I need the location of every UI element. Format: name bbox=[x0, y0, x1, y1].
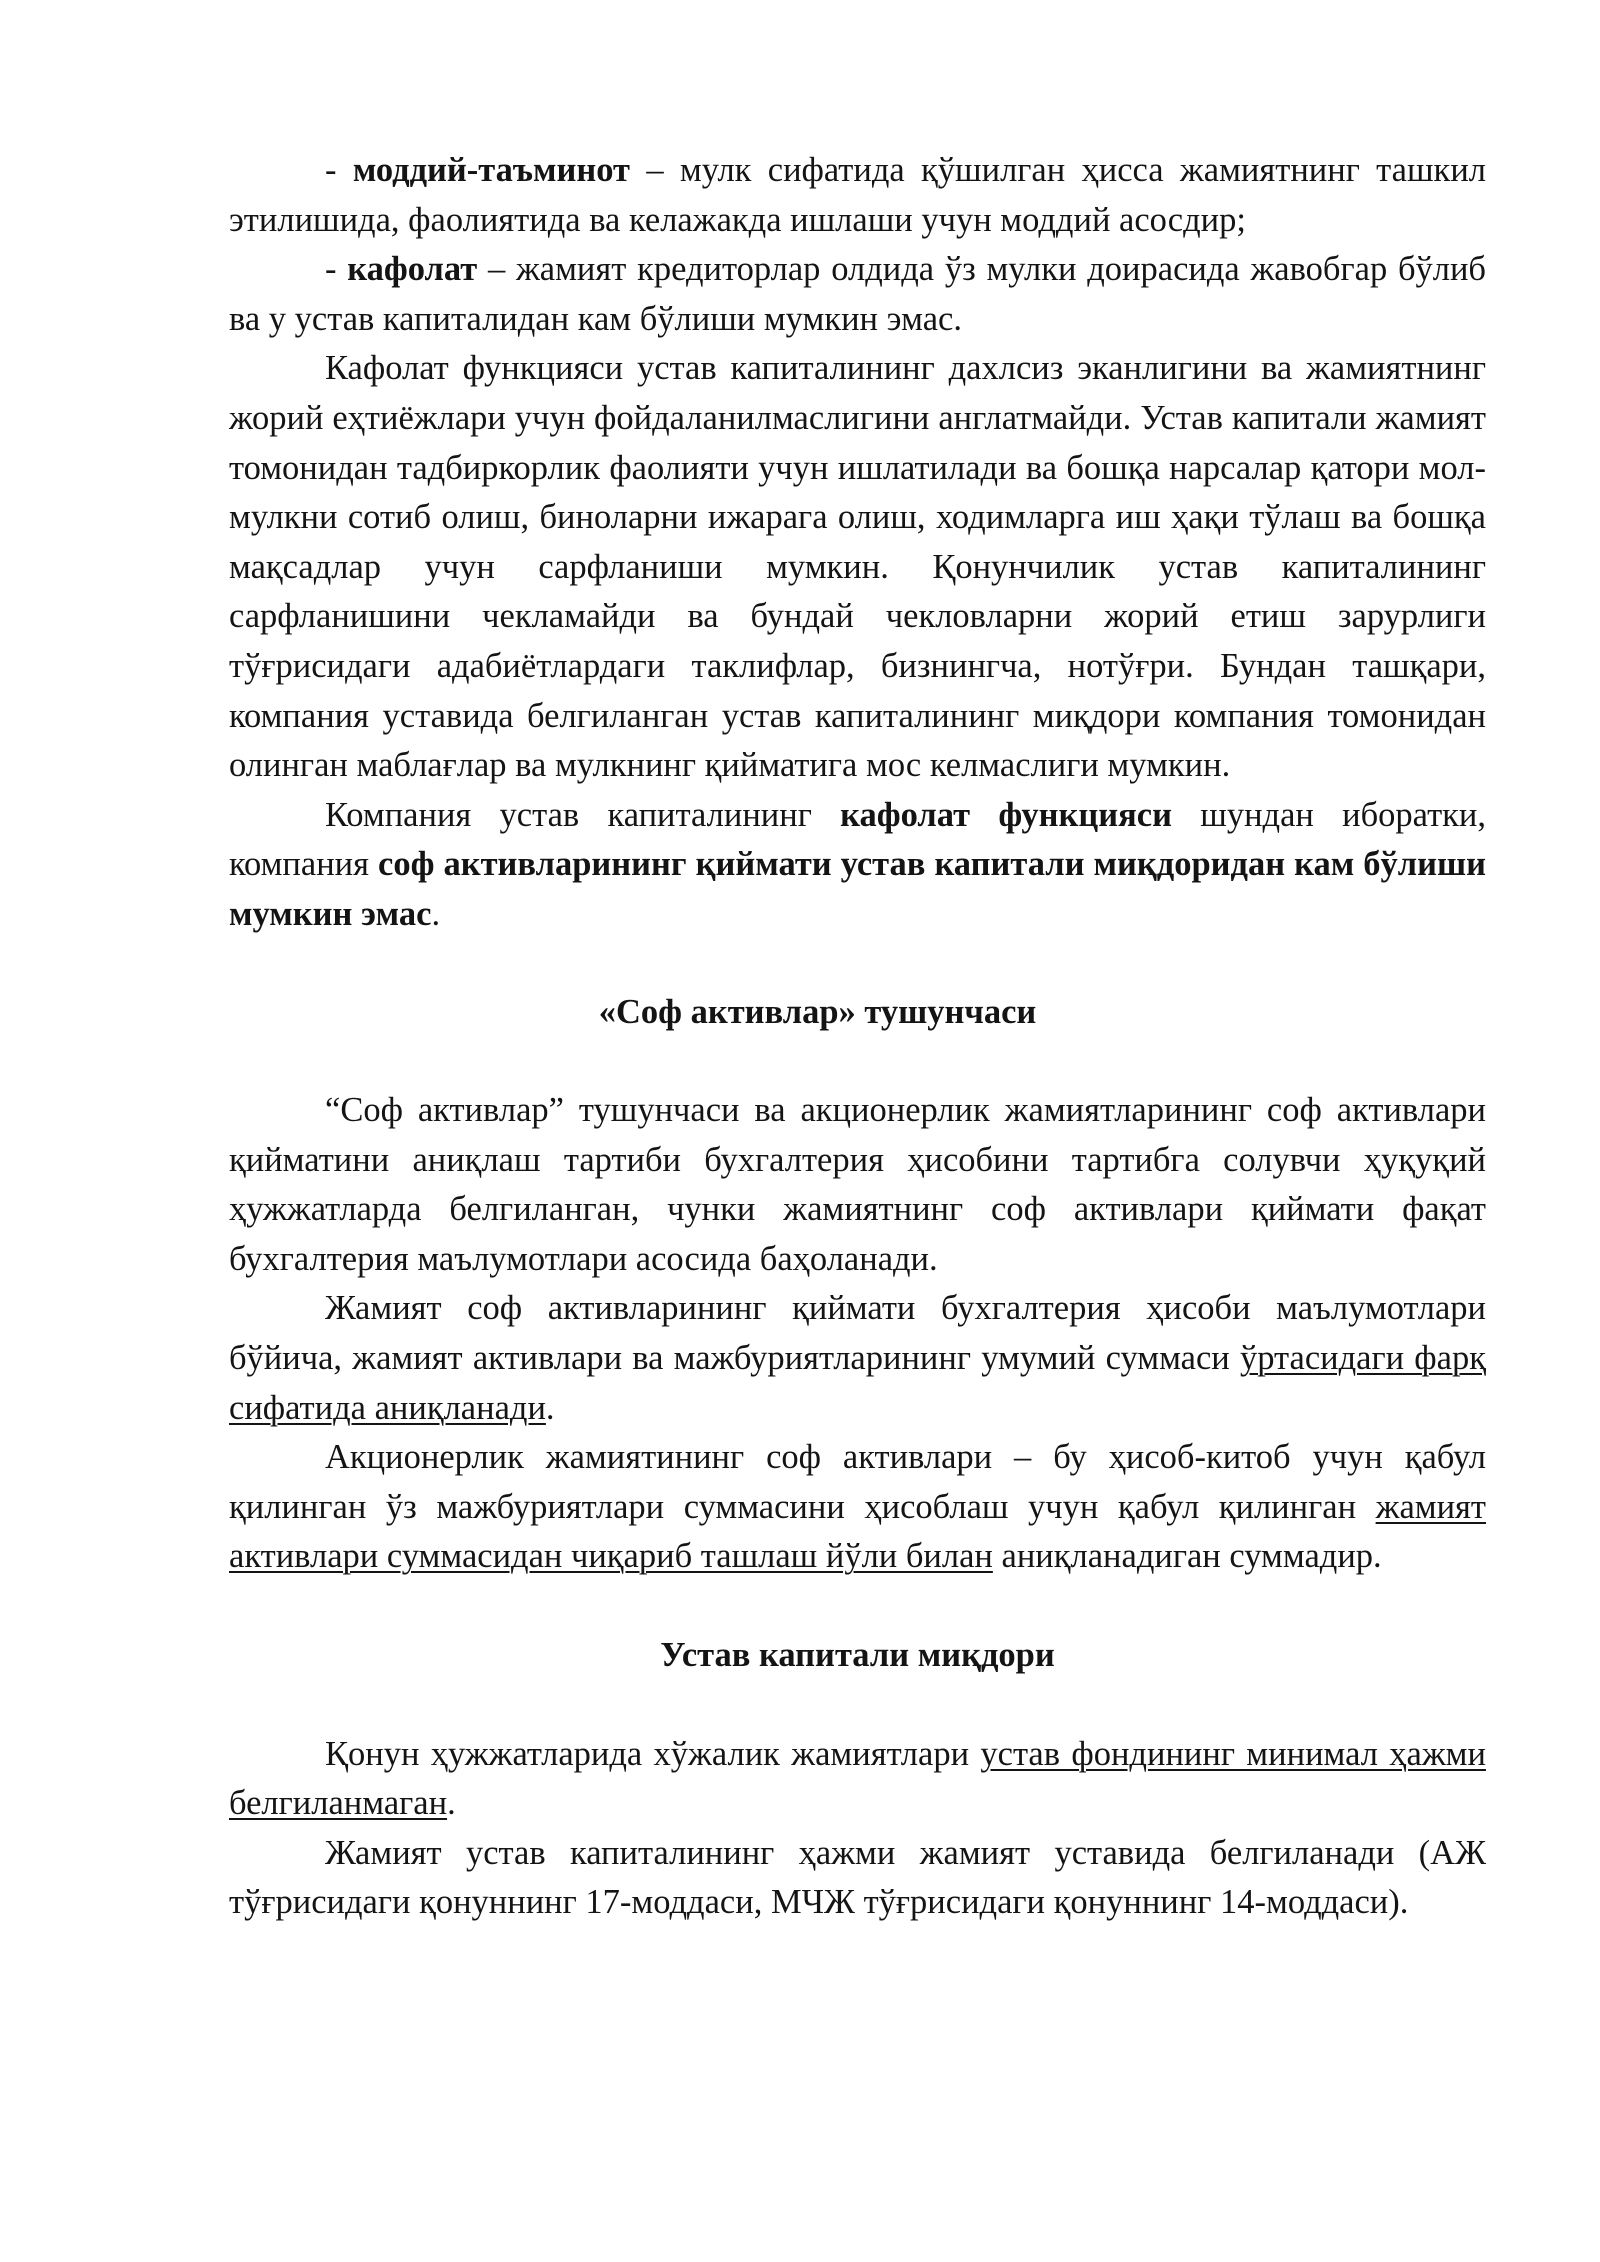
paragraph-guarantee bbox=[229, 245, 1486, 344]
paragraph-text: . bbox=[431, 894, 441, 933]
heading-capital-amount: Устав капитали миқдори bbox=[660, 1636, 1055, 1675]
underlined-text: устав фондининг минимал ҳажми белгиланмаган bbox=[229, 1734, 1486, 1823]
list-dash: - bbox=[325, 250, 348, 289]
underlined-text: жамият активлари суммасидан чиқариб ташлаш йўли билан bbox=[229, 1487, 1486, 1576]
term-guarantee: кафолат bbox=[347, 250, 478, 289]
paragraph-net-assets-definition bbox=[229, 1433, 1486, 1582]
underlined-text: ўртасидаги фарқ сифатида аниқланади bbox=[229, 1339, 1486, 1427]
paragraph-minimum-fund bbox=[229, 1730, 1486, 1829]
paragraph-material-support bbox=[229, 146, 1486, 245]
paragraph-guarantee-definition bbox=[229, 791, 1486, 940]
paragraph-capital-size: Жамият устав капиталининг ҳажми жамият уставида белгиланади (АЖ тўғрисидаги қонуннинг 17-моддаси, МЧЖ тўғрисидаги қонуннинг 14-моддаси). bbox=[229, 1833, 1486, 1922]
paragraph-text: шундан иборатки, компания bbox=[229, 795, 1487, 884]
bold-net-assets-rule: соф активларининг қиймати устав капитали миқдоридан кам бўлиши мумкин эмас bbox=[229, 845, 1486, 933]
paragraph-text: – мулк сифатида қўшилган ҳисса жамиятнинг ташкил этилишида, фаолиятида ва келажакда ишлаши учун моддий асосдир; bbox=[229, 151, 1486, 239]
paragraph-net-assets-value bbox=[229, 1284, 1486, 1433]
paragraph-text: Қонун ҳужжатларида хўжалик жамиятлари bbox=[325, 1734, 981, 1773]
list-dash: - bbox=[325, 151, 353, 189]
paragraph-text: – жамият кредиторлар олдида ўз мулки доирасида жавобгар бўлиб ва у устав капиталидан кам бўлиши мумкин эмас. bbox=[229, 250, 1486, 338]
paragraph-guarantee-function: Кафолат функцияси устав капиталининг дахлсиз эканлигини ва жамиятнинг жорий еҳтиёжлари учун фойдаланилмаслигини англатмайди. Устав капитали жамият томонидан тадбиркорлик фаолияти учун ишлатилади ва бошқа нарсалар қатори мол-мулкни сотиб олиш, биноларни ижарага олиш, ходимларга иш ҳақи тўлаш ва бошқа мақсадлар учун сарфланиши мумкин. Қонунчилик устав капиталининг сарфланишини чекламайди ва бундай чекловларни жорий етиш зарурлиги тўғрисидаги адабиётлардаги таклифлар, бизнингча, нотўғри. Бундан ташқари, компания уставида белгиланган устав капиталининг миқдори компания томонидан олинган маблағлар ва мулкнинг қийматига мос келмаслиги мумкин. bbox=[229, 349, 1486, 785]
heading-net-assets: «Соф активлар» тушунчаси bbox=[598, 992, 1037, 1031]
bold-guarantee-function: кафолат функцияси bbox=[840, 795, 1172, 834]
document-page bbox=[229, 146, 1486, 1928]
paragraph-text: Компания устав капиталининг bbox=[325, 795, 841, 834]
paragraph-text: аниқланадиган суммадир. bbox=[992, 1537, 1382, 1576]
paragraph-text: . bbox=[447, 1784, 456, 1823]
term-material-support: моддий-таъминот bbox=[352, 151, 630, 189]
paragraph-text: Жамият соф активларининг қиймати бухгалтерия ҳисоби маълумотлари бўйича, жамият активлари ва мажбуриятларининг умумий суммаси bbox=[229, 1289, 1486, 1378]
paragraph-net-assets-concept: “Соф активлар” тушунчаси ва акционерлик жамиятларининг соф активлари қийматини аниқлаш тартиби бухгалтерия ҳисобини тартибга солувчи ҳуқуқий ҳужжатларда белгиланган, чунки жамиятнинг соф активлари қиймати фақат бухгалтерия маълумотлари асосида баҳоланади. bbox=[229, 1091, 1486, 1278]
paragraph-text: . bbox=[545, 1388, 555, 1427]
paragraph-text: Акционерлик жамиятининг соф активлари – бу ҳисоб-китоб учун қабул қилинган ўз мажбуриятлари суммасини ҳисоблаш учун қабул қилинган bbox=[229, 1438, 1486, 1526]
